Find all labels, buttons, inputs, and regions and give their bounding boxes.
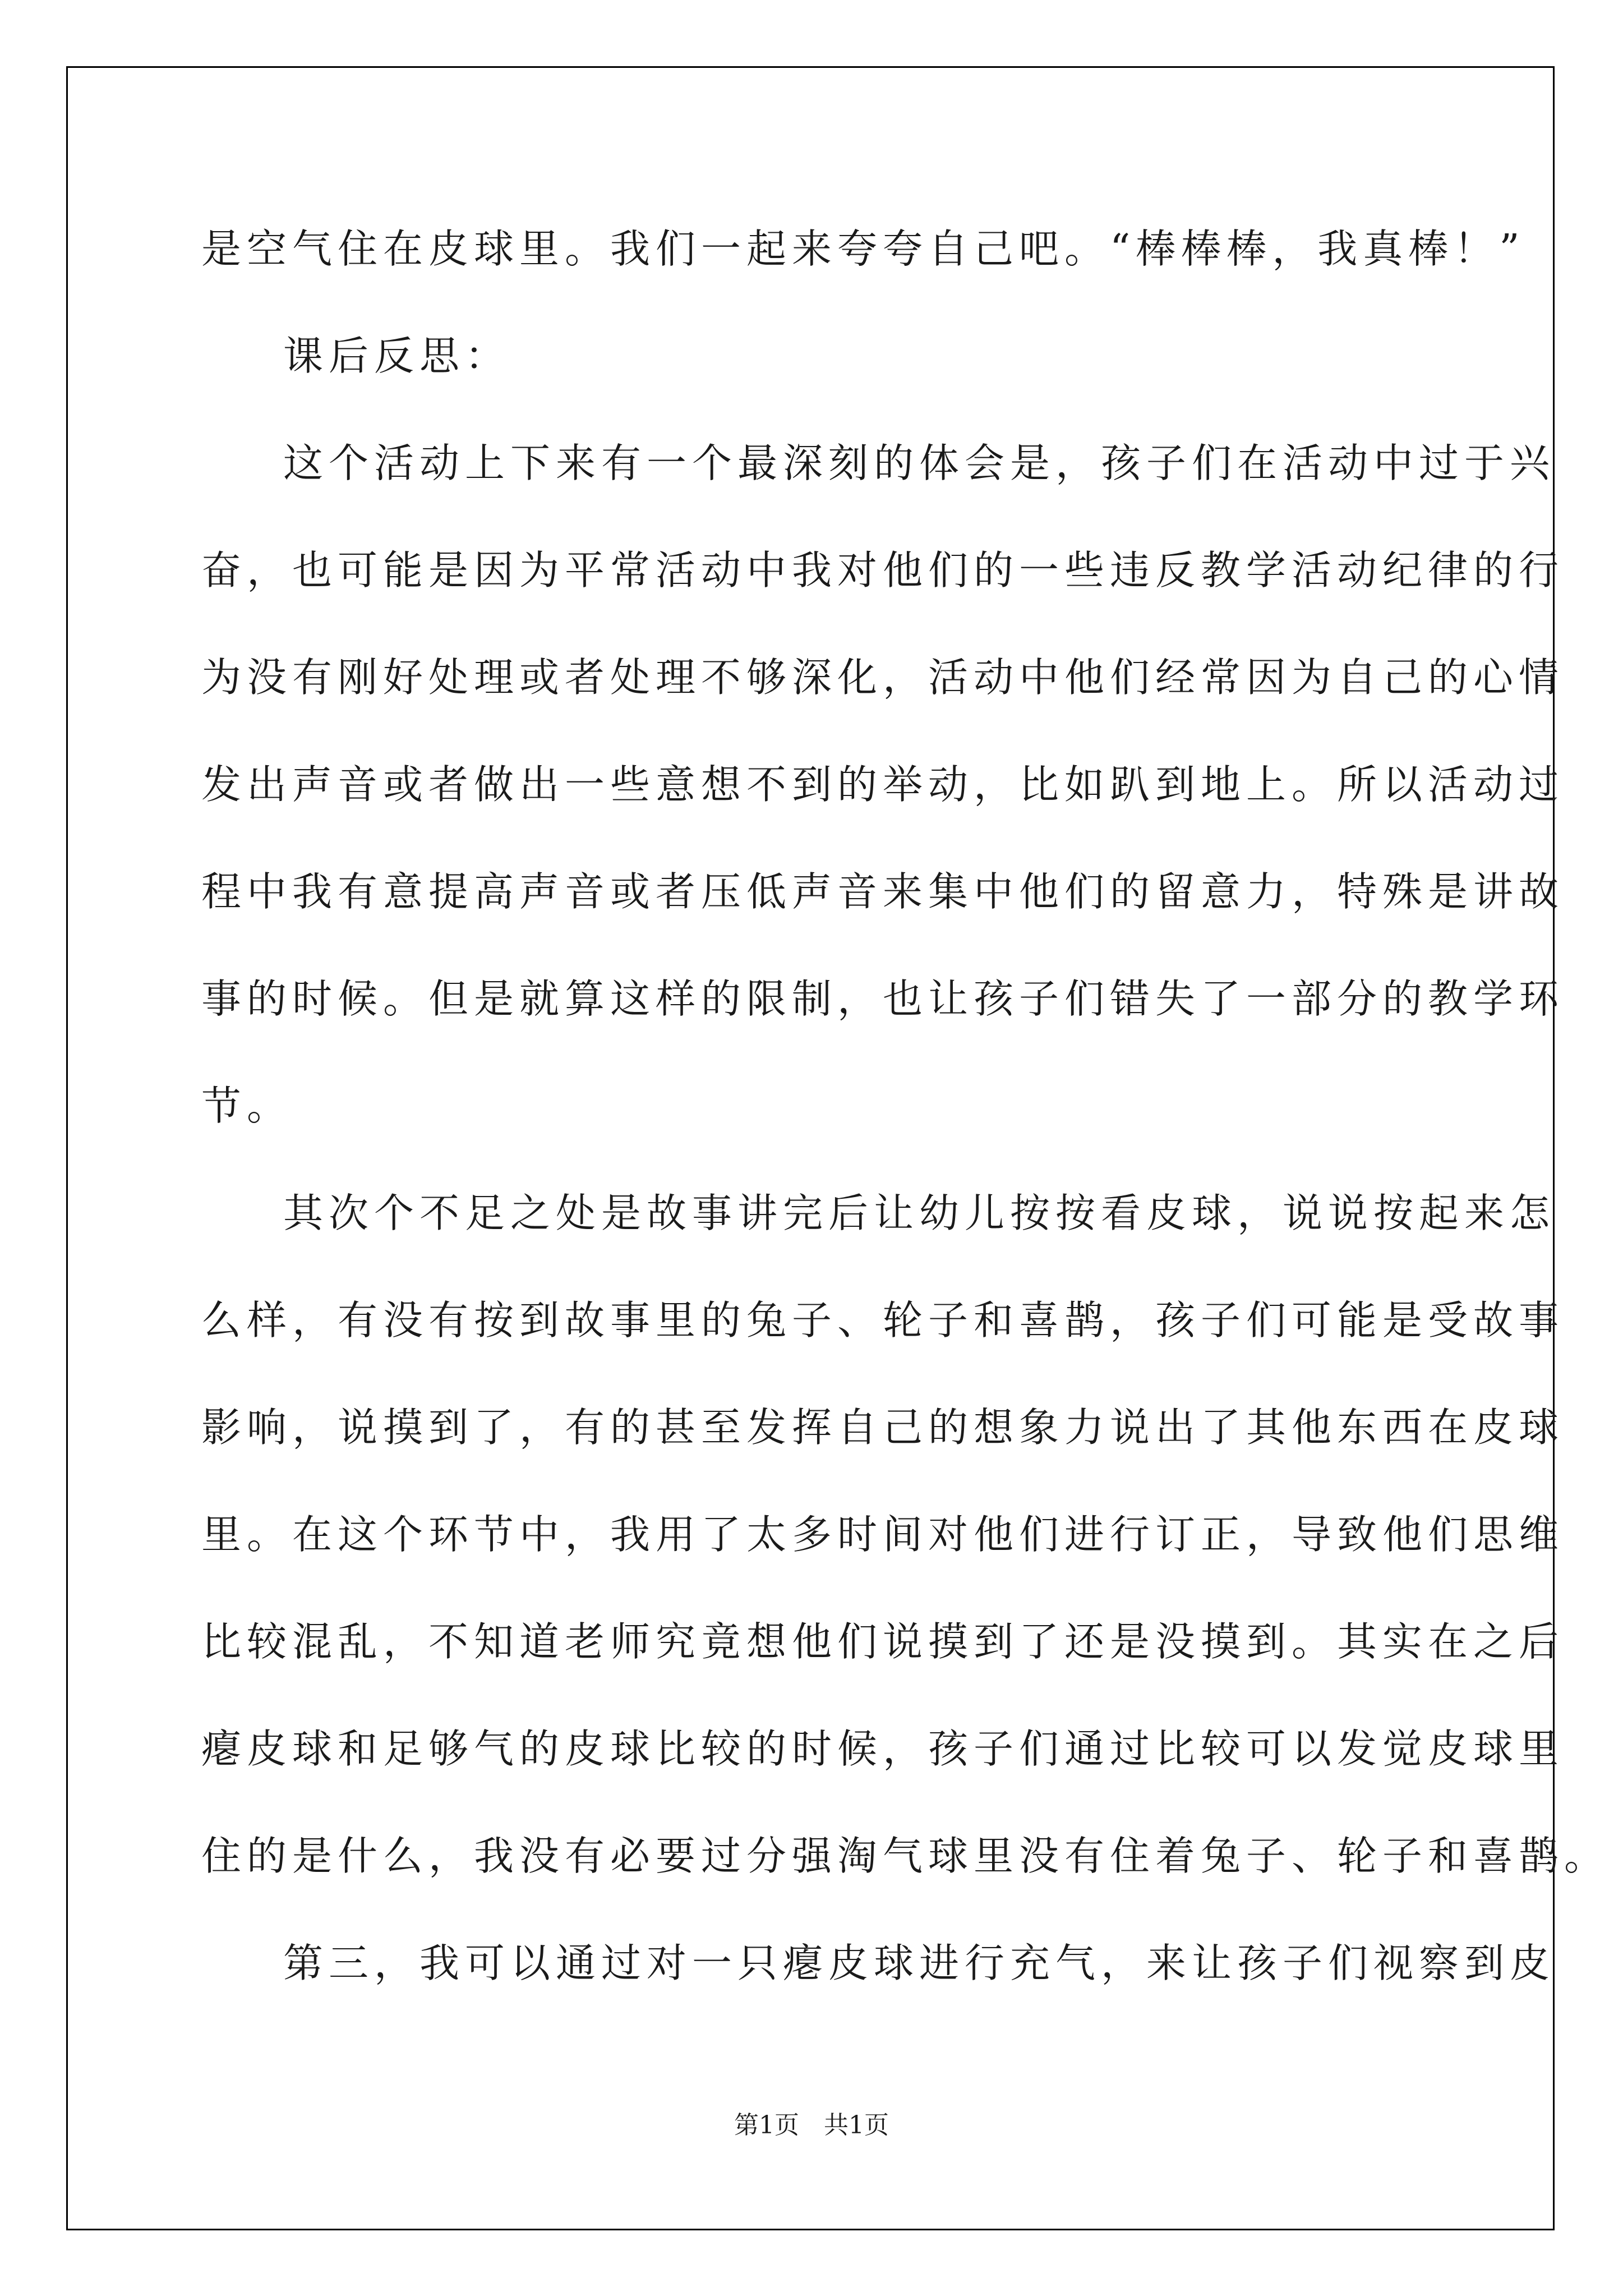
text-line: 其次个不足之处是故事讲完后让幼儿按按看皮球，说说按起来怎 [283,1190,1556,1236]
section-heading: 课后反思： [283,333,511,379]
text-line: 这个活动上下来有一个最深刻的体会是，孩子们在活动中过于兴 [283,440,1556,486]
text-line: 奋，也可能是因为平常活动中我对他们的一些违反教学活动纪律的行 [201,547,1565,593]
text-line: 比较混乱，不知道老师究竟想他们说摸到了还是没摸到。其实在之后 [201,1618,1565,1665]
page-number-footer: 第1页 共1页 [734,2111,889,2139]
text-line: 是空气住在皮球里。我们一起来夸夸自己吧。“棒棒棒，我真棒！” [201,226,1525,272]
text-line: 第三，我可以通过对一只瘪皮球进行充气，来让孩子们视察到皮 [283,1940,1556,1986]
text-line: 为没有刚好处理或者处理不够深化，活动中他们经常因为自己的心情 [201,654,1565,701]
text-line: 住的是什么，我没有必要过分强淘气球里没有住着兔子、轮子和喜鹊。 [201,1833,1610,1879]
text-line: 么样，有没有按到故事里的兔子、轮子和喜鹊，孩子们可能是受故事 [201,1297,1565,1343]
text-line: 里。在这个环节中，我用了太多时间对他们进行订正，导致他们思维 [201,1511,1565,1558]
text-line: 程中我有意提高声音或者压低声音来集中他们的留意力，特殊是讲故 [201,868,1565,915]
text-line: 事的时候。但是就算这样的限制，也让孩子们错失了一部分的教学环 [201,976,1565,1022]
text-line: 瘪皮球和足够气的皮球比较的时候，孩子们通过比较可以发觉皮球里 [201,1726,1565,1772]
text-line: 发出声音或者做出一些意想不到的举动，比如趴到地上。所以活动过 [201,761,1565,808]
document-body [201,195,1610,2017]
text-line: 影响，说摸到了，有的甚至发挥自己的想象力说出了其他东西在皮球 [201,1404,1565,1451]
text-line: 节。 [201,1083,293,1129]
